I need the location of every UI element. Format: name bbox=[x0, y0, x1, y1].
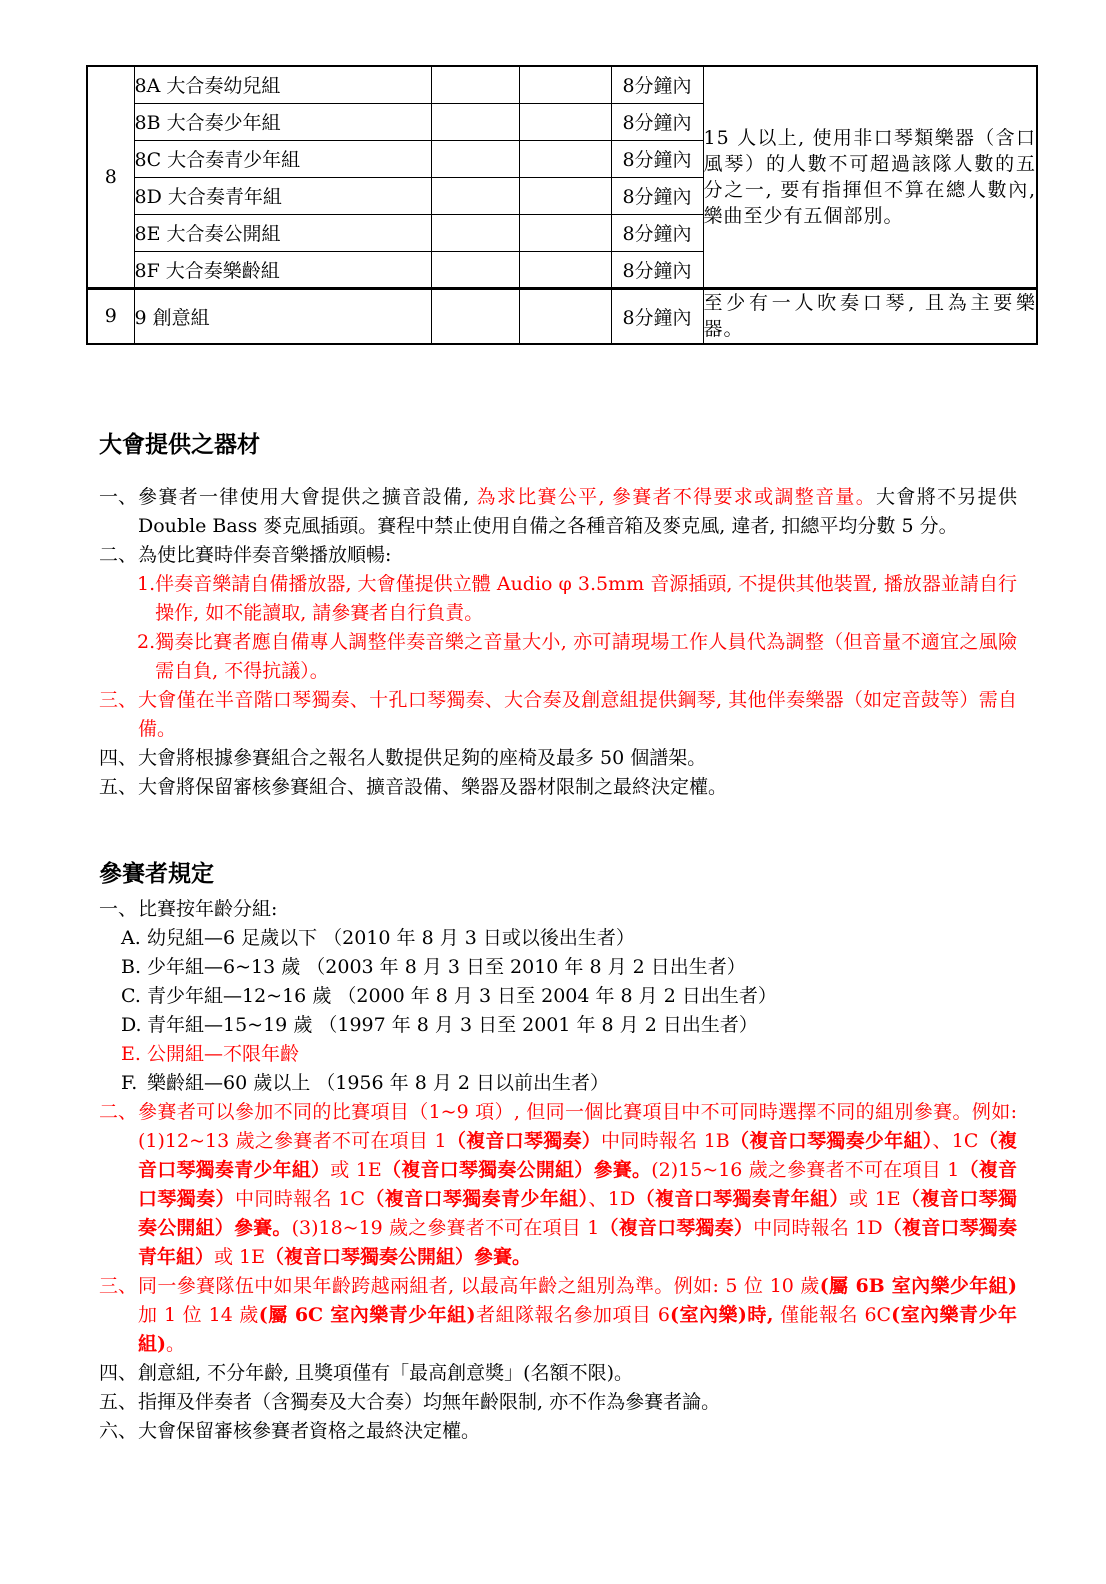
sub-item-text bbox=[147, 1069, 1017, 1098]
section bbox=[99, 859, 1017, 1446]
list-item bbox=[99, 541, 1017, 570]
sub-list-item bbox=[121, 982, 1017, 1011]
sub-item-text bbox=[155, 628, 1017, 686]
text-segment: (室內樂)時, bbox=[670, 1304, 774, 1326]
empty-cell bbox=[431, 140, 519, 177]
text-segment: 參賽者可以參加不同的比賽項目（1~9 項）, 但同一個比賽項目中不可同時選擇不同的組別參賽。例如: (1)12~13 歲之參賽者不可在項目 1 bbox=[138, 1101, 1017, 1152]
item-label: 六、 bbox=[99, 1420, 138, 1442]
text-segment: 大會僅在半音階口琴獨奏、十孔口琴獨奏、大合奏及創意組提供鋼琴, 其他伴奏樂器（如定音鼓等）需自備。 bbox=[138, 689, 1017, 740]
text-segment: （複音口琴獨奏公開組）參賽。 bbox=[265, 1246, 532, 1268]
time-limit-cell: 8分鐘內 bbox=[611, 177, 703, 214]
text-segment: 者組隊報名參加項目 6 bbox=[475, 1304, 671, 1326]
sections bbox=[99, 430, 1017, 1446]
text-segment: 為求比賽公平, 參賽者不得要求或調整音量。 bbox=[476, 486, 877, 508]
text-segment: （複音口琴獨奏） bbox=[446, 1130, 602, 1152]
text-segment: （複音口琴獨奏） bbox=[599, 1217, 754, 1239]
empty-cell bbox=[519, 66, 611, 103]
text-segment: （複音口琴獨奏公開組）參賽。 bbox=[138, 1188, 1017, 1239]
text-segment: 或 1E bbox=[330, 1159, 382, 1181]
section-heading: 大會提供之器材 bbox=[99, 431, 260, 458]
item-text bbox=[138, 744, 1017, 773]
sub-item-label: F. bbox=[121, 1072, 138, 1094]
text-segment: 加 1 位 14 歲 bbox=[138, 1304, 259, 1326]
empty-cell bbox=[519, 140, 611, 177]
time-limit-cell: 8分鐘內 bbox=[611, 214, 703, 251]
group-name-cell: 8F 大合奏樂齡組 bbox=[134, 251, 431, 288]
sub-item-text bbox=[147, 924, 1017, 953]
list-item bbox=[99, 773, 1017, 802]
list-item bbox=[99, 1098, 1017, 1272]
group-name-cell: 8C 大合奏青少年組 bbox=[134, 140, 431, 177]
list-item bbox=[99, 895, 1017, 924]
list-item bbox=[99, 1388, 1017, 1417]
item-label: 二、 bbox=[99, 544, 138, 566]
empty-cell bbox=[519, 103, 611, 140]
text-segment: 少年組—6~13 歲 （2003 年 8 月 3 日至 2010 年 8 月 2 日出生者） bbox=[147, 956, 746, 978]
row-number-cell: 9 bbox=[87, 288, 134, 344]
group-name-cell: 8B 大合奏少年組 bbox=[134, 103, 431, 140]
table-row bbox=[87, 288, 1037, 344]
item-label: 三、 bbox=[99, 1275, 138, 1297]
group-name-cell: 8A 大合奏幼兒組 bbox=[134, 66, 431, 103]
row-number-cell: 8 bbox=[87, 66, 134, 288]
text-segment: 中同時報名 1C bbox=[234, 1188, 365, 1210]
sub-item-label: D. bbox=[121, 1014, 142, 1036]
item-label: 四、 bbox=[99, 747, 138, 769]
list-item bbox=[99, 1272, 1017, 1359]
sub-list-item bbox=[121, 924, 1017, 953]
text-segment: 創意組, 不分年齡, 且獎項僅有「最高創意獎」(名額不限)。 bbox=[138, 1362, 633, 1384]
empty-cell bbox=[431, 177, 519, 214]
sub-list-item bbox=[121, 1040, 1017, 1069]
empty-cell bbox=[519, 288, 611, 344]
sub-item-label: B. bbox=[121, 956, 142, 978]
text-segment: （複音口琴獨奏青少年組） bbox=[364, 1188, 589, 1210]
table-row bbox=[87, 66, 1037, 103]
empty-cell bbox=[519, 177, 611, 214]
text-segment: 公開組—不限年齡 bbox=[147, 1043, 300, 1065]
list-item bbox=[99, 744, 1017, 773]
time-limit-cell: 8分鐘內 bbox=[611, 103, 703, 140]
sub-item-label: 1. bbox=[137, 573, 156, 595]
item-text bbox=[138, 895, 1017, 924]
group-name-cell: 8E 大合奏公開組 bbox=[134, 214, 431, 251]
item-text bbox=[138, 483, 1017, 541]
text-segment: （複音口琴獨奏） bbox=[138, 1159, 1017, 1210]
note-cell: 15 人以上, 使用非口琴類樂器（含口風琴）的人數不可超過該隊人數的五分之一, 要有指揮但不算在總人數內, 樂曲至少有五個部別。 bbox=[703, 66, 1037, 288]
item-text bbox=[138, 541, 1017, 570]
sub-item-text bbox=[147, 953, 1017, 982]
competition-groups-table bbox=[86, 65, 1038, 345]
list-item bbox=[99, 1359, 1017, 1388]
text-segment: 指揮及伴奏者（含獨奏及大合奏）均無年齡限制, 亦不作為參賽者論。 bbox=[138, 1391, 721, 1413]
text-segment: 青年組—15~19 歲 （1997 年 8 月 3 日至 2001 年 8 月 2 日出生者） bbox=[147, 1014, 758, 1036]
item-text bbox=[138, 686, 1017, 744]
item-text bbox=[138, 1272, 1017, 1359]
section-heading: 參賽者規定 bbox=[99, 860, 214, 887]
text-segment: 為使比賽時伴奏音樂播放順暢: bbox=[138, 544, 392, 566]
sub-item-text bbox=[147, 982, 1017, 1011]
sub-item-text bbox=[147, 1011, 1017, 1040]
item-label: 一、 bbox=[99, 898, 138, 920]
empty-cell bbox=[431, 214, 519, 251]
text-segment: (3)18~19 歲之參賽者不可在項目 1 bbox=[291, 1217, 600, 1239]
text-segment: (2)15~16 歲之參賽者不可在項目 1 bbox=[651, 1159, 960, 1181]
sub-list-item bbox=[121, 1011, 1017, 1040]
time-limit-cell: 8分鐘內 bbox=[611, 66, 703, 103]
time-limit-cell: 8分鐘內 bbox=[611, 140, 703, 177]
text-segment: 或 1E bbox=[848, 1188, 901, 1210]
text-segment: 大會將保留審核參賽組合、擴音設備、樂器及器材限制之最終決定權。 bbox=[138, 776, 728, 798]
empty-cell bbox=[519, 251, 611, 288]
section bbox=[99, 430, 1017, 802]
item-label: 四、 bbox=[99, 1362, 138, 1384]
text-segment: 或 1E bbox=[214, 1246, 266, 1268]
text-segment: 僅能報名 6C bbox=[773, 1304, 892, 1326]
text-segment: （複音口琴獨奏青年組） bbox=[138, 1217, 1017, 1268]
text-segment: 青少年組—12~16 歲 （2000 年 8 月 3 日至 2004 年 8 月 2 日出生者） bbox=[147, 985, 777, 1007]
text-segment: (屬 6B 室內樂少年組) bbox=[819, 1275, 1018, 1297]
text-segment: （複音口琴獨奏青少年組） bbox=[138, 1130, 1017, 1181]
text-segment: 中同時報名 1B bbox=[601, 1130, 730, 1152]
empty-cell bbox=[431, 66, 519, 103]
sub-item-text bbox=[147, 1040, 1017, 1069]
text-segment: 、1D bbox=[588, 1188, 636, 1210]
text-segment: 。 bbox=[166, 1333, 186, 1355]
list-item bbox=[99, 483, 1017, 541]
time-limit-cell: 8分鐘內 bbox=[611, 288, 703, 344]
text-segment: (屬 6C 室內樂青少年組) bbox=[258, 1304, 476, 1326]
item-label: 五、 bbox=[99, 1391, 138, 1413]
text-segment: 獨奏比賽者應自備專人調整伴奏音樂之音量大小, 亦可請現場工作人員代為調整（但音量不適宜之風險需自負, 不得抗議）。 bbox=[155, 631, 1017, 682]
text-segment: 幼兒組—6 足歲以下 （2010 年 8 月 3 日或以後出生者） bbox=[147, 927, 635, 949]
text-segment: （複音口琴獨奏青年組） bbox=[635, 1188, 849, 1210]
empty-cell bbox=[431, 103, 519, 140]
text-segment: 同一參賽隊伍中如果年齡跨越兩組者, 以最高年齡之組別為準。例如: 5 位 10 歲 bbox=[138, 1275, 820, 1297]
item-label: 一、 bbox=[99, 486, 138, 508]
item-text bbox=[138, 1388, 1017, 1417]
sub-item-label: E. bbox=[121, 1043, 141, 1065]
item-text bbox=[138, 773, 1017, 802]
text-segment: 樂齡組—60 歲以上 （1956 年 8 月 2 日以前出生者） bbox=[147, 1072, 609, 1094]
sub-list-item bbox=[137, 628, 1017, 686]
list-item bbox=[99, 1417, 1017, 1446]
item-text bbox=[138, 1359, 1017, 1388]
sub-item-text bbox=[155, 570, 1017, 628]
text-segment: 、1C bbox=[932, 1130, 979, 1152]
sub-item-label: 2. bbox=[137, 631, 156, 653]
text-segment: 大會將根據參賽組合之報名人數提供足夠的座椅及最多 50 個譜架。 bbox=[138, 747, 707, 769]
item-label: 二、 bbox=[99, 1101, 138, 1123]
text-segment: 比賽按年齡分組: bbox=[138, 898, 278, 920]
rules-table-body bbox=[87, 66, 1037, 344]
time-limit-cell: 8分鐘內 bbox=[611, 251, 703, 288]
empty-cell bbox=[431, 288, 519, 344]
text-segment: 伴奏音樂請自備播放器, 大會僅提供立體 Audio φ 3.5mm 音源插頭, 不提供其他裝置, 播放器並請自行操作, 如不能讀取, 請參賽者自行負責。 bbox=[155, 573, 1017, 624]
sub-item-label: A. bbox=[121, 927, 141, 949]
group-name-cell: 9 創意組 bbox=[134, 288, 431, 344]
sub-list-item bbox=[121, 953, 1017, 982]
text-segment: （複音口琴獨奏公開組）參賽。 bbox=[381, 1159, 652, 1181]
item-label: 三、 bbox=[99, 689, 138, 711]
list-item bbox=[99, 686, 1017, 744]
item-label: 五、 bbox=[99, 776, 138, 798]
note-cell: 至少有一人吹奏口琴, 且為主要樂器。 bbox=[703, 288, 1037, 344]
item-text bbox=[138, 1098, 1017, 1272]
text-segment: 大會保留審核參賽者資格之最終決定權。 bbox=[138, 1420, 481, 1442]
sub-list-item bbox=[137, 570, 1017, 628]
empty-cell bbox=[431, 251, 519, 288]
text-segment: （複音口琴獨奏少年組） bbox=[729, 1130, 933, 1152]
text-segment: 參賽者一律使用大會提供之擴音設備, bbox=[138, 486, 477, 508]
item-text bbox=[138, 1417, 1017, 1446]
text-segment: (室內樂青少年組) bbox=[138, 1304, 1017, 1355]
sub-list-item bbox=[121, 1069, 1017, 1098]
empty-cell bbox=[519, 214, 611, 251]
text-segment: 大會將不另提供 Double Bass 麥克風插頭。賽程中禁止使用自備之各種音箱及麥克風, 違者, 扣總平均分數 5 分。 bbox=[138, 486, 1017, 537]
group-name-cell: 8D 大合奏青年組 bbox=[134, 177, 431, 214]
text-segment: 中同時報名 1D bbox=[753, 1217, 883, 1239]
sub-item-label: C. bbox=[121, 985, 141, 1007]
